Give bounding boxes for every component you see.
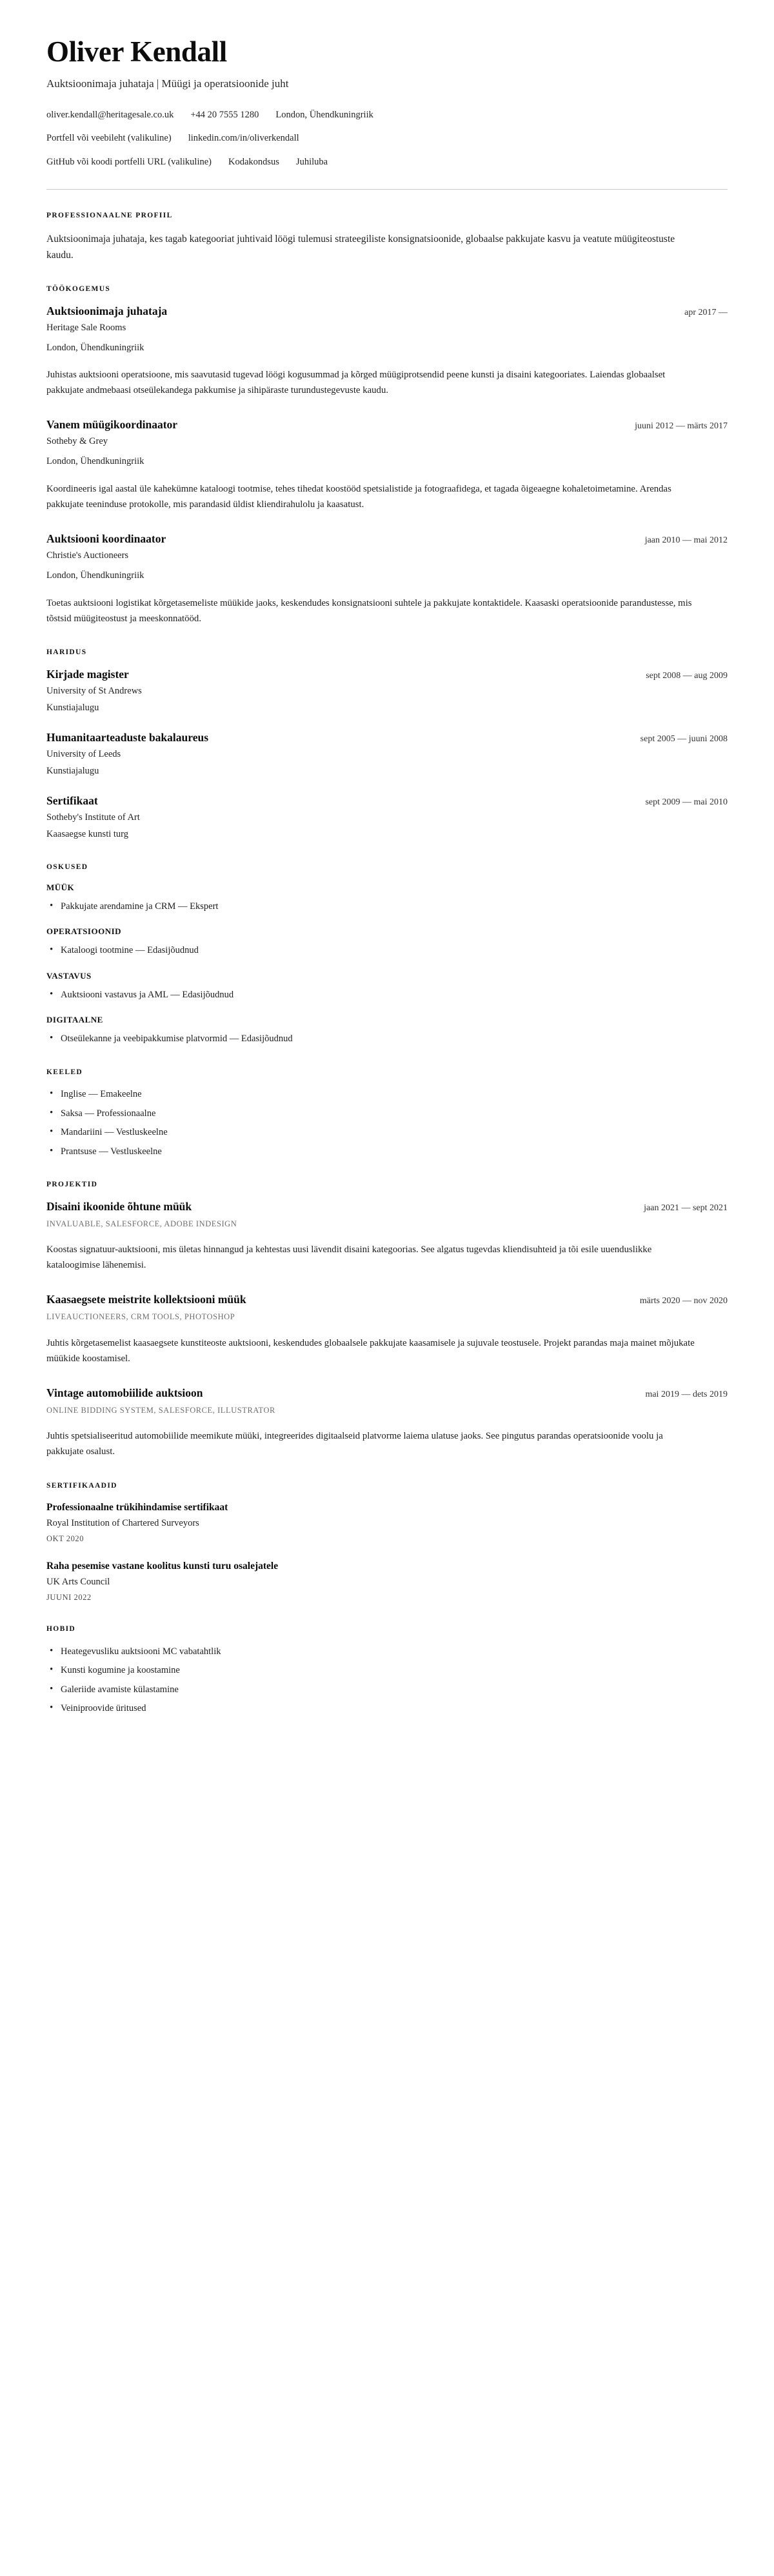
section-certifications [46, 1482, 728, 1603]
certification-issuer: Royal Institution of Chartered Surveyors [46, 1517, 199, 1528]
section-heading-profile: PROFESSIONAALNE PROFIIL [46, 211, 173, 219]
section-heading-education: HARIDUS [46, 648, 87, 657]
contact-item: London, Ühendkuningriik [275, 109, 373, 120]
project-entry [46, 1200, 728, 1273]
experience-list [46, 305, 728, 627]
certification-issuer: UK Arts Council [46, 1577, 110, 1587]
section-heading-languages: KEELED [46, 1068, 83, 1076]
skill-item: • Pakkujate arendamine ja CRM — Ekspert [46, 899, 728, 914]
skill-item-list [46, 1032, 728, 1046]
contact-item: GitHub või koodi portfelli URL (valikuline) [46, 157, 212, 168]
project-entry [46, 1386, 728, 1460]
section-heading-experience: TÖÖKOGEMUS [46, 285, 111, 293]
project-description: Koostas signatuur-auktsiooni, mis ületas hinnangud ja kehtestas uusi lävendit disaini kategoorias. See algatus tugevdas kliendisuhteid ja tõi esile uuenduslikke kataloogimise lähenemisi. [46, 1244, 652, 1271]
skill-category-label: MÜÜK [46, 883, 75, 893]
entry-header [46, 1386, 728, 1401]
profile-text: Auktsioonimaja juhataja, kes tagab kategooriat juhtivaid löögi tulemusi strateegiliste konsignatsioonide, globaalse pakkujate kasvu ja veatute müügiteostuste kaudu. [46, 233, 675, 261]
degree-title: Kirjade magister [46, 668, 129, 681]
hobby-item: • Heategevusliku auktsiooni MC vabatahtlik [46, 1644, 728, 1659]
job-title: Auktsiooni koordinaator [46, 532, 166, 545]
section-hobbies [46, 1625, 728, 1716]
skill-item: • Otseülekanne ja veebipakkumise platvormid — Edasijõudnud [46, 1032, 728, 1046]
hobby-item: • Kunsti kogumine ja koostamine [46, 1663, 728, 1677]
contact-row [46, 108, 728, 123]
project-name: Disaini ikoonide õhtune müük [46, 1200, 192, 1213]
hobby-item: • Galeriide avamiste külastamine [46, 1682, 728, 1697]
certification-date: JUUNI 2022 [46, 1593, 92, 1603]
candidate-name: Oliver Kendall [46, 35, 227, 68]
projects-list [46, 1200, 728, 1460]
section-skills [46, 863, 728, 1046]
entry-header [46, 794, 728, 808]
degree-title: Sertifikaat [46, 794, 98, 807]
field-of-study: Kunstiajalugu [46, 703, 99, 714]
contact-link[interactable]: oliver.kendall@heritagesale.co.uk [46, 109, 174, 120]
section-education [46, 648, 728, 841]
certification-entry [46, 1501, 728, 1544]
project-description: Juhtis kõrgetasemelist kaasaegsete kunstiteoste auktsiooni, keskendudes globaalsele pakkujate kaasamisele ja sujuvale teostusele. Projekt parandas maja mainet mõjukate müükide koostamisel. [46, 1337, 695, 1364]
entry-header [46, 305, 728, 319]
section-heading-certifications: SERTIFIKAADID [46, 1481, 117, 1490]
job-description: Toetas auktsiooni logistikat kõrgetasemeliste müükide jaoks, keskendudes konsignatsiooni suhtele ja pakkujate kontaktidele. Kaasaski operatsioonide parandustesse, mis tõstsid müügiteostust ja meeskonnatööd. [46, 597, 692, 624]
field-of-study: Kunstiajalugu [46, 765, 99, 776]
degree-date: sept 2009 — mai 2010 [645, 797, 728, 807]
skill-group [46, 883, 728, 914]
job-date: apr 2017 — [684, 307, 728, 317]
skill-group [46, 1015, 728, 1046]
certification-name: Raha pesemise vastane koolitus kunsti turu osalejatele [46, 1560, 279, 1572]
project-tech-stack: INVALUABLE, SALESFORCE, ADOBE INDESIGN [46, 1219, 237, 1229]
certification-name: Professionaalne trükihindamise sertifikaat [46, 1501, 228, 1513]
degree-title: Humanitaarteaduste bakalaureus [46, 730, 209, 744]
skill-group [46, 971, 728, 1002]
section-heading-hobbies: HOBID [46, 1625, 76, 1633]
skill-item-list [46, 943, 728, 957]
contact-link[interactable]: linkedin.com/in/oliverkendall [188, 133, 299, 144]
entry-header [46, 418, 728, 432]
job-location: London, Ühendkuningriik [46, 570, 144, 581]
project-date: mai 2019 — dets 2019 [645, 1389, 728, 1399]
certification-date: OKT 2020 [46, 1533, 84, 1543]
education-entry [46, 794, 728, 842]
contact-row [46, 132, 728, 146]
skill-category-label: OPERATSIOONID [46, 926, 122, 937]
skill-item-list [46, 899, 728, 914]
contact-item: Juhiluba [295, 157, 328, 168]
project-entry [46, 1293, 728, 1366]
project-tech-stack: LIVEAUCTIONEERS, CRM TOOLS, PHOTOSHOP [46, 1312, 235, 1322]
candidate-tagline: Auktsioonimaja juhataja | Müügi ja operatsioonide juht [46, 77, 289, 90]
job-company: Sotheby & Grey [46, 436, 108, 447]
entry-header [46, 731, 728, 745]
header-divider [46, 189, 728, 190]
section-heading-projects: PROJEKTID [46, 1181, 98, 1189]
contact-item: Kodakondsus [228, 157, 279, 168]
section-professional-profile [46, 212, 728, 263]
skill-category-label: VASTAVUS [46, 970, 92, 981]
education-entry [46, 731, 728, 779]
skills-list [46, 883, 728, 1046]
job-company: Christie's Auctioneers [46, 550, 129, 561]
skill-item: • Kataloogi tootmine — Edasijõudnud [46, 943, 728, 957]
section-languages [46, 1068, 728, 1159]
project-date: märts 2020 — nov 2020 [639, 1296, 728, 1306]
contact-item: Portfell või veebileht (valikuline) [46, 133, 172, 144]
project-tech-stack: ONLINE BIDDING SYSTEM, SALESFORCE, ILLUSTRATOR [46, 1405, 275, 1415]
entry-header [46, 532, 728, 546]
degree-date: sept 2005 — juuni 2008 [640, 734, 728, 744]
education-list [46, 668, 728, 841]
job-title: Vanem müügikoordinaator [46, 418, 178, 432]
skill-group [46, 926, 728, 957]
project-date: jaan 2021 — sept 2021 [644, 1203, 728, 1213]
job-description: Koordineeris igal aastal üle kahekümne kataloogi tootmise, tehes tihedat koostööd spetsialistide ja fotograafidega, et tagada õigeaegne kohaletoimetamine. Arendas pakkujate teeninduse protokolle, mis parandasid üldist kliendirahulolu ja kaasatust. [46, 483, 671, 510]
contact-row [46, 155, 728, 170]
resume-header [46, 36, 728, 170]
job-title: Auktsioonimaja juhataja [46, 304, 168, 317]
project-name: Kaasaegsete meistrite kollektsiooni müük [46, 1293, 246, 1306]
job-date: juuni 2012 — märts 2017 [635, 421, 728, 432]
job-location: London, Ühendkuningriik [46, 456, 144, 467]
hobby-item: • Veiniproovide üritused [46, 1701, 728, 1715]
certifications-list [46, 1501, 728, 1604]
entry-header [46, 1293, 728, 1307]
language-item: • Mandariini — Vestluskeelne [46, 1125, 728, 1139]
job-location: London, Ühendkuningriik [46, 342, 144, 353]
language-item: • Inglise — Emakeelne [46, 1087, 728, 1101]
contact-block [46, 108, 728, 170]
experience-entry [46, 532, 728, 627]
entry-header [46, 1200, 728, 1214]
skill-category-label: DIGITAALNE [46, 1015, 103, 1025]
language-item: • Saksa — Professionaalne [46, 1106, 728, 1121]
experience-entry [46, 305, 728, 399]
contact-item: +44 20 7555 1280 [190, 109, 259, 120]
entry-header [46, 668, 728, 682]
field-of-study: Kaasaegse kunsti turg [46, 828, 128, 839]
section-heading-skills: OSKUSED [46, 863, 88, 872]
school-name: University of Leeds [46, 749, 121, 760]
section-work-experience [46, 285, 728, 627]
certification-entry [46, 1560, 728, 1603]
experience-entry [46, 418, 728, 513]
section-projects [46, 1181, 728, 1460]
languages-list [46, 1087, 728, 1159]
education-entry [46, 668, 728, 715]
project-name: Vintage automobiilide auktsioon [46, 1386, 203, 1399]
school-name: Sotheby's Institute of Art [46, 812, 140, 823]
language-item: • Prantsuse — Vestluskeelne [46, 1144, 728, 1159]
school-name: University of St Andrews [46, 686, 142, 697]
job-date: jaan 2010 — mai 2012 [644, 535, 728, 545]
project-description: Juhtis spetsialiseeritud automobiilide meemikute müüki, integreerides digitaalseid platvorme laiema ulatuse jaoks. See pingutus parandas operatsioonide voolu ja pakkujate osalust. [46, 1430, 663, 1457]
hobbies-list [46, 1644, 728, 1716]
skill-item: • Auktsiooni vastavus ja AML — Edasijõudnud [46, 988, 728, 1002]
job-company: Heritage Sale Rooms [46, 322, 126, 333]
skill-item-list [46, 988, 728, 1002]
job-description: Juhistas auktsiooni operatsioone, mis saavutasid tugevad löögi kogusummad ja kõrged müügiprotsendid peene kunsti ja disaini kategooriates. Laiendas globaalset pakkujate andmebaasi otseülekandega pakkumise ja sihipäraste turundustegevuste kaudu. [46, 370, 666, 396]
degree-date: sept 2008 — aug 2009 [646, 671, 728, 681]
